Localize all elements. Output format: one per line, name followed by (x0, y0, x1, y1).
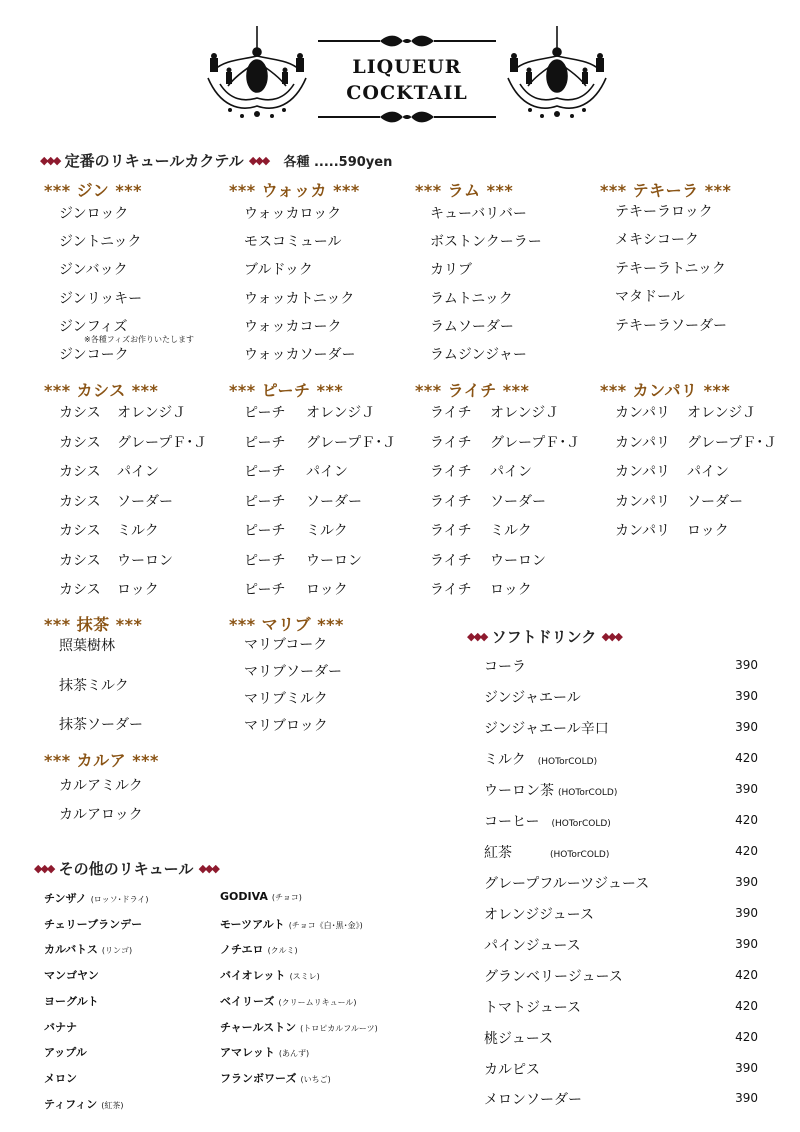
list-item (430, 402, 559, 422)
liqueur-name: バイオレット (220, 969, 286, 982)
drink-price: 420 (735, 968, 758, 982)
list-item: ウォッカコーク (244, 319, 342, 335)
table-row (484, 718, 609, 738)
liqueur-name: アップル (44, 1046, 87, 1059)
item-mixer: ミルク (490, 523, 532, 539)
item-mixer: オレンジＪ (306, 405, 376, 421)
list-item (244, 491, 362, 511)
table-row (484, 873, 649, 893)
item-mixer: ソーダー (117, 494, 173, 510)
list-item: ジンコーク (59, 347, 129, 363)
liqueur-name: チャールストン (220, 1021, 297, 1034)
liqueur-note: (トロピカルフルーツ) (300, 1024, 378, 1033)
liqueur-name: アマレット (220, 1046, 275, 1059)
item-base: カシス (59, 523, 101, 539)
title-line-1: LIQUEUR (352, 56, 462, 78)
liqueur-name: モーツアルト (220, 918, 285, 931)
item-mixer: グレープＦ･Ｊ (490, 435, 581, 451)
liqueur-name: チンザノ (44, 892, 87, 905)
list-item (244, 579, 348, 599)
list-item (44, 941, 132, 957)
item-mixer: パイン (490, 464, 532, 480)
diamond-icon: ◆◆◆ (198, 862, 218, 875)
list-item: ボストンクーラー (430, 234, 542, 250)
list-item: ウォッカソーダー (244, 347, 356, 363)
list-item (44, 1070, 77, 1086)
drink-name: グレープフルーツジュース (484, 876, 650, 892)
drink-name: ウーロン茶 (484, 783, 554, 799)
diamond-icon: ◆◆◆ (40, 154, 60, 167)
list-item: マリブコーク (244, 637, 328, 653)
item-base: ピーチ (244, 464, 286, 480)
list-item (59, 520, 159, 540)
ornament-bottom (318, 110, 496, 124)
liqueur-note: (ロッソ･ドライ) (90, 895, 149, 904)
item-base: ピーチ (244, 435, 286, 451)
item-mixer: ウーロン (117, 553, 173, 569)
item-mixer: パイン (687, 464, 729, 480)
list-item (44, 916, 142, 932)
list-item: ウォッカロック (244, 206, 342, 222)
table-row (484, 687, 581, 707)
list-item: ラムソーダー (430, 319, 514, 335)
list-item: ラムジンジャー (430, 347, 527, 363)
list-item (220, 916, 363, 932)
table-row (484, 1059, 540, 1079)
drink-price: 390 (735, 658, 758, 672)
category-heading-peach: *** ピーチ *** (229, 381, 344, 400)
item-mixer: ロック (490, 582, 532, 598)
item-base: カンパリ (615, 523, 671, 539)
list-item (220, 1070, 331, 1086)
list-item: 抹茶ソーダー (59, 717, 143, 733)
list-item: ジンリッキー (59, 291, 143, 307)
drink-price: 390 (735, 906, 758, 920)
liqueur-note: (いちご) (300, 1075, 331, 1084)
drink-price: 420 (735, 751, 758, 765)
drink-name: トマトジュース (484, 1000, 582, 1016)
list-item (244, 461, 348, 481)
item-base: カシス (59, 494, 101, 510)
drink-name: ジンジャエール (484, 690, 581, 706)
item-base: カシス (59, 405, 101, 421)
list-item: テキーラロック (615, 204, 713, 220)
item-base: ライチ (430, 553, 472, 569)
fizz-note: ※各種フィズお作りいたします (84, 335, 195, 344)
category-heading-kahlua: *** カルア *** (44, 751, 159, 770)
item-base: ライチ (430, 494, 472, 510)
list-item: 照葉樹林 (59, 638, 115, 654)
list-item (615, 461, 729, 481)
item-mixer: グレープＦ･Ｊ (306, 435, 397, 451)
soft-drinks-heading (467, 626, 621, 647)
list-item (44, 890, 149, 906)
item-mixer: オレンジＪ (117, 405, 187, 421)
list-item (615, 402, 756, 422)
item-mixer: ロック (306, 582, 348, 598)
drink-price: 390 (735, 782, 758, 796)
table-row (484, 1089, 582, 1109)
drink-note: (HOTorCOLD) (550, 850, 610, 860)
liqueur-name: メロン (44, 1072, 77, 1085)
drink-name: パインジュース (484, 938, 581, 954)
category-heading-matcha: *** 抹茶 *** (44, 615, 143, 634)
table-row (484, 904, 594, 924)
table-row (484, 997, 581, 1017)
category-heading-vodka: *** ウォッカ *** (229, 181, 360, 200)
list-item: マリブロック (244, 718, 328, 734)
table-row (484, 811, 611, 831)
list-item (59, 402, 186, 422)
drink-name: コーヒー (484, 814, 540, 830)
list-item (244, 402, 375, 422)
category-heading-campari: *** カンパリ *** (600, 381, 731, 400)
drink-price: 420 (735, 813, 758, 827)
ornament-top (318, 34, 496, 48)
item-mixer: グレープＦ･Ｊ (687, 435, 778, 451)
list-item: ジンバック (59, 262, 128, 278)
drink-name: ミルク (484, 752, 526, 768)
category-heading-tequila: *** テキーラ *** (600, 181, 732, 200)
liqueur-name: フランボワーズ (220, 1072, 297, 1085)
item-mixer: グレープＦ･Ｊ (117, 435, 208, 451)
drink-note: (HOTorCOLD) (537, 757, 598, 767)
liqueur-name: ティフィン (44, 1098, 98, 1111)
drink-name: オレンジジュース (484, 907, 594, 923)
list-item (59, 461, 159, 481)
liqueur-note: (スミレ) (289, 972, 320, 981)
list-item: キューバリバー (430, 206, 527, 222)
main-section-heading (40, 150, 392, 171)
item-base: ピーチ (244, 523, 286, 539)
liqueur-name: マンゴヤン (44, 969, 99, 982)
drink-note: (HOTorCOLD) (558, 788, 618, 798)
list-item (430, 461, 532, 481)
list-item: マリブソーダー (244, 664, 342, 680)
other-liqueurs-heading (34, 858, 218, 879)
list-item (59, 579, 159, 599)
category-heading-malibu: *** マリブ *** (229, 615, 344, 634)
drink-price: 390 (735, 937, 758, 951)
liqueur-name: カルバトス (44, 943, 98, 956)
liqueur-note: (クリームリキュール) (278, 998, 357, 1007)
drink-price: 420 (735, 844, 758, 858)
table-row (484, 749, 597, 769)
drink-name: カルピス (484, 1062, 540, 1078)
table-row (484, 966, 623, 986)
chandelier-icon-left (200, 26, 315, 121)
list-item: ジントニック (59, 234, 142, 250)
list-item: カリブ (430, 262, 472, 278)
list-item (430, 550, 546, 570)
list-item: カルアミルク (59, 778, 143, 794)
item-base: カシス (59, 582, 101, 598)
liqueur-note: (紅茶) (101, 1101, 124, 1110)
list-item: 抹茶ミルク (59, 678, 129, 694)
diamond-icon: ◆◆◆ (467, 630, 487, 643)
list-item: モスコミュール (244, 234, 342, 250)
main-section-title: 定番のリキュールカクテル (64, 152, 244, 170)
list-item: ジンロック (59, 206, 129, 222)
drink-name: 桃ジュース (484, 1031, 554, 1047)
list-item (615, 491, 743, 511)
table-row (484, 656, 526, 676)
item-base: カンパリ (615, 464, 671, 480)
item-base: カシス (59, 435, 101, 451)
drink-name: メロンソーダー (484, 1092, 582, 1108)
list-item: ラムトニック (430, 291, 513, 307)
liqueur-note: (クルミ) (267, 946, 298, 955)
drink-name: 紅茶 (484, 845, 512, 861)
list-item: ウォッカトニック (244, 291, 355, 307)
item-mixer: オレンジＪ (490, 405, 560, 421)
item-base: カシス (59, 553, 101, 569)
price-note: 各種 .....590yen (283, 155, 393, 170)
item-base: ピーチ (244, 494, 286, 510)
list-item (430, 520, 532, 540)
list-item: ブルドック (244, 262, 313, 278)
list-item: マリブミルク (244, 691, 328, 707)
drink-name: グランベリージュース (484, 969, 623, 985)
item-base: ピーチ (244, 582, 286, 598)
list-item (44, 967, 99, 983)
item-base: カシス (59, 464, 101, 480)
category-heading-gin: *** ジン *** (44, 181, 142, 200)
table-row (484, 1028, 553, 1048)
diamond-icon: ◆◆◆ (601, 630, 621, 643)
item-base: ライチ (430, 435, 472, 451)
item-base: ピーチ (244, 405, 286, 421)
drink-price: 390 (735, 875, 758, 889)
list-item: カルアロック (59, 807, 143, 823)
item-base: カンパリ (615, 494, 671, 510)
drink-price: 390 (735, 720, 758, 734)
item-mixer: オレンジＪ (687, 405, 757, 421)
item-mixer: ウーロン (490, 553, 546, 569)
list-item (430, 432, 580, 452)
table-row (484, 935, 581, 955)
list-item (615, 520, 729, 540)
item-mixer: ミルク (306, 523, 348, 539)
category-heading-rum: *** ラム *** (415, 181, 514, 200)
item-base: ライチ (430, 523, 472, 539)
list-item (59, 491, 173, 511)
list-item (430, 579, 532, 599)
category-heading-lychee: *** ライチ *** (415, 381, 530, 400)
liqueur-name: ベイリーズ (220, 995, 275, 1008)
drink-price: 390 (735, 1091, 758, 1105)
list-item (220, 993, 357, 1009)
drink-price: 420 (735, 999, 758, 1013)
chandelier-icon-right (500, 26, 615, 121)
diamond-icon: ◆◆◆ (34, 862, 54, 875)
item-mixer: パイン (117, 464, 159, 480)
title-frame (318, 34, 496, 124)
drink-price: 420 (735, 1030, 758, 1044)
list-item (220, 967, 320, 983)
liqueur-note: (あんず) (278, 1049, 310, 1058)
item-mixer: パイン (306, 464, 348, 480)
list-item: ジンフィズ (59, 319, 128, 335)
item-base: ライチ (430, 582, 472, 598)
list-item: テキーラトニック (615, 261, 726, 277)
item-mixer: ロック (687, 523, 729, 539)
list-item (430, 491, 546, 511)
other-liqueurs-title: その他のリキュール (58, 860, 194, 878)
item-mixer: ソーダー (687, 494, 743, 510)
list-item (244, 432, 396, 452)
liqueur-name: GODIVA (220, 890, 268, 903)
list-item (220, 1044, 309, 1060)
item-mixer: ソーダー (490, 494, 546, 510)
list-item: メキシコーク (615, 232, 699, 248)
drink-name: ジンジャエール辛口 (484, 721, 609, 737)
drink-price: 390 (735, 689, 758, 703)
list-item (220, 1019, 378, 1035)
item-base: ピーチ (244, 553, 286, 569)
liqueur-name: チェリーブランデー (44, 918, 143, 931)
liqueur-name: ノチエロ (220, 943, 264, 956)
liqueur-name: バナナ (44, 1021, 77, 1034)
item-mixer: ウーロン (306, 553, 362, 569)
soft-drinks-title: ソフトドリンク (491, 628, 597, 646)
list-item (44, 1044, 87, 1060)
list-item (220, 890, 302, 903)
list-item: マタドール (615, 289, 685, 305)
item-base: ライチ (430, 464, 472, 480)
drink-price: 390 (735, 1061, 758, 1075)
liqueur-note: (リンゴ) (101, 946, 133, 955)
item-base: カンパリ (615, 405, 671, 421)
list-item (244, 550, 362, 570)
drink-note: (HOTorCOLD) (551, 819, 611, 829)
liqueur-name: ヨーグルト (44, 995, 99, 1008)
table-row (484, 780, 617, 800)
item-base: カンパリ (615, 435, 671, 451)
list-item (44, 993, 99, 1009)
item-mixer: ロック (117, 582, 159, 598)
list-item (59, 550, 173, 570)
liqueur-note: (チョコ) (271, 893, 302, 902)
item-mixer: ミルク (117, 523, 159, 539)
liqueur-note: (チョコ《白･黒･金》) (288, 921, 363, 930)
item-mixer: ソーダー (306, 494, 362, 510)
list-item (220, 941, 298, 957)
table-row (484, 842, 609, 862)
list-item (44, 1019, 77, 1035)
title-line-2: COCKTAIL (346, 82, 468, 104)
list-item (44, 1096, 124, 1112)
item-base: ライチ (430, 405, 472, 421)
list-item: テキーラソーダー (615, 318, 727, 334)
list-item (615, 432, 777, 452)
diamond-icon: ◆◆◆ (248, 154, 269, 167)
list-item (59, 432, 207, 452)
drink-name: コーラ (484, 659, 526, 675)
category-heading-cassis: *** カシス *** (44, 381, 159, 400)
list-item (244, 520, 348, 540)
